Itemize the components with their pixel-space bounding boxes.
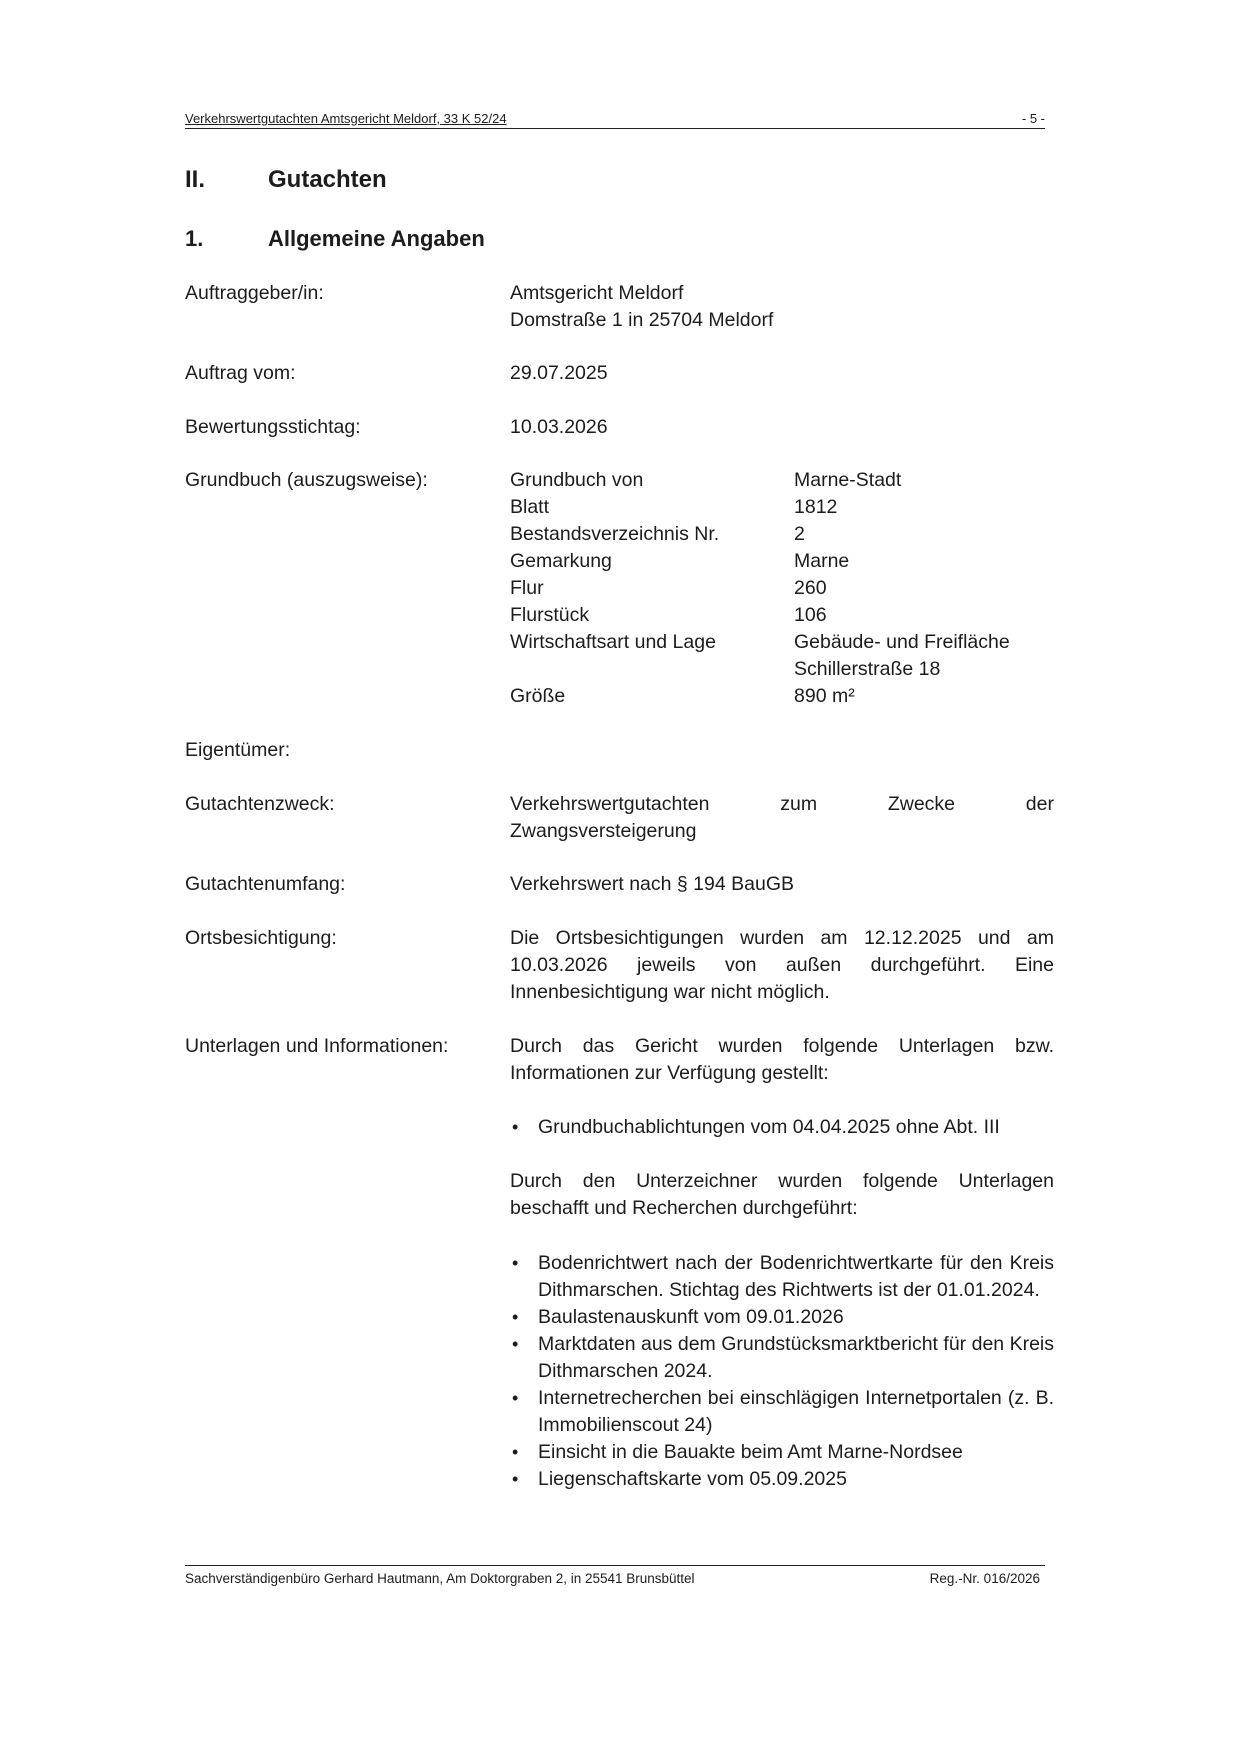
page-header bbox=[185, 111, 1045, 129]
auftrag-label: Auftrag vom: bbox=[185, 362, 296, 384]
unterlagen-label: Unterlagen und Informationen: bbox=[185, 1035, 449, 1057]
zweck-word: Zwecke bbox=[887, 793, 956, 815]
list-item-text: Liegenschaftskarte vom 05.09.2025 bbox=[538, 1468, 847, 1490]
unterzeichner-list bbox=[510, 1250, 1054, 1493]
grundbuch-key: Grundbuch von bbox=[510, 469, 644, 491]
umfang-value: Verkehrswert nach § 194 BauGB bbox=[510, 873, 794, 895]
page-number: - 5 - bbox=[1021, 111, 1045, 126]
grundbuch-key: Größe bbox=[510, 685, 566, 707]
grundbuch-value: 890 m² bbox=[794, 685, 855, 707]
ortsbesichtigung-text: Die Ortsbesichtigungen wurden am 12.12.2025 und am 10.03.2026 jeweils von außen durchgeführt. Eine Innenbesichtigung war nicht möglich. bbox=[510, 927, 1054, 1003]
bullet-icon: • bbox=[512, 1117, 519, 1137]
grundbuch-key: Blatt bbox=[510, 496, 550, 518]
list-item-text: Baulastenauskunft vom 09.01.2026 bbox=[538, 1306, 844, 1328]
list-item bbox=[510, 1466, 1054, 1493]
auftraggeber-name: Amtsgericht Meldorf bbox=[510, 282, 684, 304]
grundbuch-key: Gemarkung bbox=[510, 550, 612, 572]
list-item bbox=[510, 1331, 1054, 1385]
zweck-line1 bbox=[510, 791, 1054, 818]
bullet-icon: • bbox=[512, 1442, 519, 1462]
grundbuch-value: 1812 bbox=[794, 496, 838, 518]
page-footer bbox=[185, 1565, 1045, 1586]
bullet-icon: • bbox=[512, 1388, 519, 1408]
grundbuch-value: Schillerstraße 18 bbox=[794, 658, 941, 680]
grundbuch-value: 260 bbox=[794, 577, 827, 599]
grundbuch-value: Marne bbox=[794, 550, 850, 572]
footer-address: Sachverständigenbüro Gerhard Hautmann, Am Doktorgraben 2, in 25541 Brunsbüttel bbox=[185, 1571, 695, 1586]
grundbuch-key: Bestandsverzeichnis Nr. bbox=[510, 523, 720, 545]
bullet-icon: • bbox=[512, 1253, 519, 1273]
grundbuch-value: Gebäude- und Freifläche bbox=[794, 631, 1010, 653]
bullet-icon: • bbox=[512, 1469, 519, 1489]
list-item-text: Internetrecherchen bei einschlägigen Internetportalen (z. B. Immobilienscout 24) bbox=[538, 1387, 1054, 1436]
section-title: Gutachten bbox=[268, 166, 387, 193]
unterlagen-intro-gericht: Durch das Gericht wurden folgende Unterlagen bzw. Informationen zur Verfügung gestellt: bbox=[510, 1035, 1054, 1084]
grundbuch-label: Grundbuch (auszugsweise): bbox=[185, 469, 428, 491]
list-item-text: Grundbuchablichtungen vom 04.04.2025 ohne Abt. III bbox=[538, 1116, 1000, 1138]
eigentuemer-label: Eigentümer: bbox=[185, 739, 291, 761]
grundbuch-value: 2 bbox=[794, 523, 805, 545]
grundbuch-key: Flur bbox=[510, 577, 544, 599]
grundbuch-key: Wirtschaftsart und Lage bbox=[510, 631, 716, 653]
list-item bbox=[510, 1250, 1054, 1304]
ortsbesichtigung-label: Ortsbesichtigung: bbox=[185, 927, 337, 949]
zweck-word: der bbox=[1025, 793, 1054, 815]
stichtag-date: 10.03.2026 bbox=[510, 416, 608, 438]
subsection-title: Allgemeine Angaben bbox=[268, 226, 485, 251]
subsection-number: 1. bbox=[185, 226, 204, 251]
list-item bbox=[510, 1385, 1054, 1439]
list-item bbox=[510, 1304, 1054, 1331]
list-item-text: Marktdaten aus dem Grundstücksmarktbericht für den Kreis Dithmarschen 2024. bbox=[538, 1333, 1054, 1382]
section-number: II. bbox=[185, 166, 206, 193]
zweck-word: Verkehrswertgutachten bbox=[510, 793, 710, 815]
bullet-icon: • bbox=[512, 1334, 519, 1354]
stichtag-label: Bewertungsstichtag: bbox=[185, 416, 361, 438]
umfang-label: Gutachtenumfang: bbox=[185, 873, 346, 895]
list-item bbox=[510, 1439, 1054, 1466]
auftrag-date: 29.07.2025 bbox=[510, 362, 608, 384]
grundbuch-value: Marne-Stadt bbox=[794, 469, 902, 491]
list-item-text: Bodenrichtwert nach der Bodenrichtwertkarte für den Kreis Dithmarschen. Stichtag des Richtwerts ist der 01.01.2024. bbox=[538, 1252, 1054, 1301]
gericht-list bbox=[510, 1114, 1050, 1141]
list-item bbox=[510, 1114, 1050, 1141]
footer-reg-number: Reg.-Nr. 016/2026 bbox=[929, 1571, 1040, 1586]
grundbuch-key: Flurstück bbox=[510, 604, 590, 626]
auftraggeber-label: Auftraggeber/in: bbox=[185, 282, 324, 304]
auftraggeber-address: Domstraße 1 in 25704 Meldorf bbox=[510, 309, 774, 331]
header-title: Verkehrswertgutachten Amtsgericht Meldorf, 33 K 52/24 bbox=[185, 111, 507, 126]
bullet-icon: • bbox=[512, 1307, 519, 1327]
zweck-word: zum bbox=[780, 793, 818, 815]
zweck-line2: Zwangsversteigerung bbox=[510, 820, 697, 842]
list-item-text: Einsicht in die Bauakte beim Amt Marne-Nordsee bbox=[538, 1441, 963, 1463]
zweck-label: Gutachtenzweck: bbox=[185, 793, 335, 815]
grundbuch-value: 106 bbox=[794, 604, 827, 626]
unterlagen-intro-unterzeichner: Durch den Unterzeichner wurden folgende Unterlagen beschafft und Recherchen durchgeführt: bbox=[510, 1170, 1054, 1219]
